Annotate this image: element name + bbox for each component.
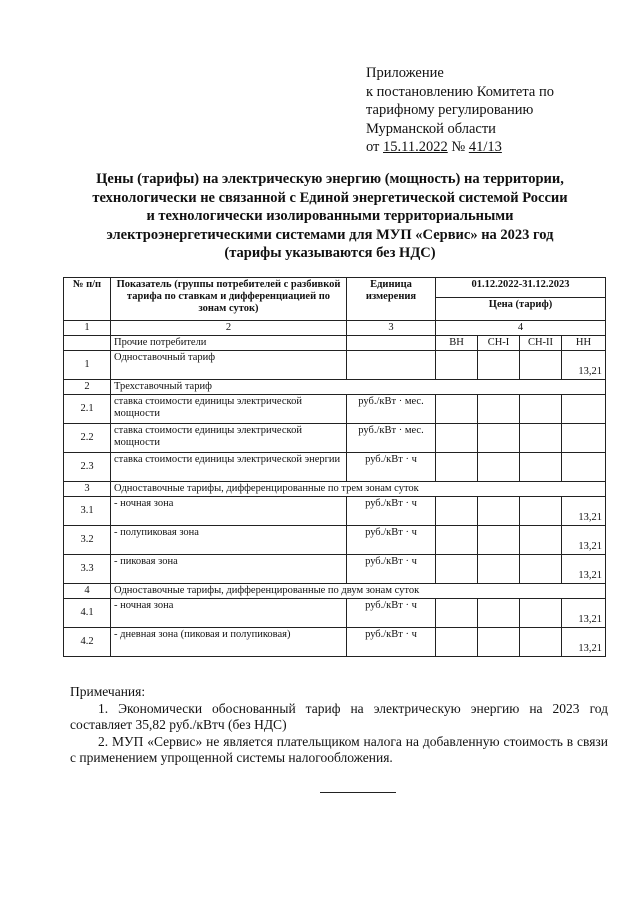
price-nn <box>562 453 606 482</box>
resolution-date: 15.11.2022 <box>383 139 448 155</box>
price-vn <box>436 555 478 584</box>
row-num: 4.1 <box>64 599 111 628</box>
price-sn1 <box>478 453 520 482</box>
resolution-number: 41/13 <box>468 139 502 155</box>
row-name: - ночная зона <box>111 497 347 526</box>
row-name: - дневная зона (пиковая и полупиковая) <box>111 628 347 657</box>
row-num: 2.2 <box>64 424 111 453</box>
table-row <box>64 555 606 584</box>
row-unit <box>347 351 436 380</box>
col-num-cell: 4 <box>436 321 606 336</box>
price-vn <box>436 351 478 380</box>
notes-block <box>70 684 608 767</box>
price-sn1 <box>478 555 520 584</box>
price-vn <box>436 628 478 657</box>
level-nn: НН <box>562 336 606 351</box>
price-nn: 13,21 <box>562 628 606 657</box>
row-num: 3.2 <box>64 526 111 555</box>
row-num: 1 <box>64 351 111 380</box>
price-sn2 <box>520 628 562 657</box>
row-unit: руб./кВт · ч <box>347 599 436 628</box>
number-sign: № <box>447 139 469 155</box>
price-sn2 <box>520 395 562 424</box>
row-name: Одноставочные тарифы, дифференцированные по трем зонам суток <box>111 482 606 497</box>
price-sn2 <box>520 599 562 628</box>
row-num: 2.1 <box>64 395 111 424</box>
price-sn2 <box>520 453 562 482</box>
section-row <box>64 584 606 599</box>
price-sn1 <box>478 395 520 424</box>
row-num: 3 <box>64 482 111 497</box>
row-unit: руб./кВт · ч <box>347 555 436 584</box>
note-item: 1. Экономически обоснованный тариф на электрическую энергию на 2023 год составляет 35,82 руб./кВтч (без НДС) <box>70 700 608 732</box>
appendix-line: к постановлению Комитета по <box>366 83 554 100</box>
row-unit: руб./кВт · мес. <box>347 424 436 453</box>
row-num: 2.3 <box>64 453 111 482</box>
notes-heading: Примечания: <box>70 684 146 699</box>
row-unit: руб./кВт · мес. <box>347 395 436 424</box>
header-row <box>64 278 606 298</box>
header-price: Цена (тариф) <box>436 298 606 321</box>
table-row <box>64 526 606 555</box>
row-name: ставка стоимости единицы электрической энергии <box>111 453 347 482</box>
table-row <box>64 453 606 482</box>
price-nn <box>562 424 606 453</box>
section-row <box>64 380 606 395</box>
row-unit: руб./кВт · ч <box>347 526 436 555</box>
appendix-date-line <box>366 138 626 157</box>
row-name: - ночная зона <box>111 599 347 628</box>
price-vn <box>436 497 478 526</box>
appendix-line: Мурманской области <box>366 120 496 137</box>
date-prefix: от <box>366 139 384 155</box>
header-unit: Единица измерения <box>347 278 436 321</box>
price-vn <box>436 526 478 555</box>
row-unit: руб./кВт · ч <box>347 628 436 657</box>
column-number-row <box>64 321 606 336</box>
row-name: ставка стоимости единицы электрической мощности <box>111 424 347 453</box>
price-nn: 13,21 <box>562 599 606 628</box>
price-nn <box>562 395 606 424</box>
appendix-line: тарифному регулированию <box>366 102 534 118</box>
price-vn <box>436 395 478 424</box>
title-line: Цены (тарифы) на электрическую энергию (мощность) на территории, <box>96 171 564 187</box>
table-row <box>64 351 606 380</box>
col-num-cell: 1 <box>64 321 111 336</box>
table-row <box>64 599 606 628</box>
col-num-cell: 2 <box>111 321 347 336</box>
table-row <box>64 424 606 453</box>
empty-cell <box>347 336 436 351</box>
row-name: Одноставочные тарифы, дифференцированные по двум зонам суток <box>111 584 606 599</box>
price-nn: 13,21 <box>562 351 606 380</box>
price-sn2 <box>520 424 562 453</box>
price-nn: 13,21 <box>562 497 606 526</box>
price-sn2 <box>520 526 562 555</box>
row-num: 4.2 <box>64 628 111 657</box>
group-row <box>64 336 606 351</box>
price-sn1 <box>478 628 520 657</box>
price-nn: 13,21 <box>562 526 606 555</box>
section-row <box>64 482 606 497</box>
row-name: Трехставочный тариф <box>111 380 606 395</box>
price-sn2 <box>520 351 562 380</box>
title-line: электроэнергетическими системами для МУП «Сервис» на 2023 год <box>106 226 554 243</box>
row-name: ставка стоимости единицы электрической мощности <box>111 395 347 424</box>
note-item: 2. МУП «Сервис» не является плательщиком налога на добавленную стоимость в связи с применением упрощенной системы налогообложения. <box>70 733 608 765</box>
row-name: Одноставочный тариф <box>111 351 347 380</box>
price-vn <box>436 453 478 482</box>
price-sn1 <box>478 497 520 526</box>
tariff-table <box>63 277 606 657</box>
group-label: Прочие потребители <box>111 336 347 351</box>
table-row <box>64 628 606 657</box>
level-vn: ВН <box>436 336 478 351</box>
price-nn: 13,21 <box>562 555 606 584</box>
appendix-line: Приложение <box>366 65 444 81</box>
table-row <box>64 395 606 424</box>
empty-cell <box>64 336 111 351</box>
row-num: 3.1 <box>64 497 111 526</box>
price-sn2 <box>520 555 562 584</box>
title-line: (тарифы указываются без НДС) <box>224 245 436 261</box>
document-title <box>40 170 620 263</box>
row-unit: руб./кВт · ч <box>347 497 436 526</box>
header-period: 01.12.2022-31.12.2023 <box>436 278 606 298</box>
price-sn1 <box>478 351 520 380</box>
row-num: 3.3 <box>64 555 111 584</box>
col-num-cell: 3 <box>347 321 436 336</box>
appendix-block <box>366 64 626 157</box>
row-num: 2 <box>64 380 111 395</box>
price-sn1 <box>478 526 520 555</box>
row-num: 4 <box>64 584 111 599</box>
row-name: - пиковая зона <box>111 555 347 584</box>
header-num: № п/п <box>64 278 111 321</box>
price-vn <box>436 424 478 453</box>
header-indicator: Показатель (группы потребителей с разбивкой тарифа по ставкам и дифференциацией по зонам суток) <box>111 278 347 321</box>
price-sn1 <box>478 599 520 628</box>
price-sn1 <box>478 424 520 453</box>
level-sn2: СН-II <box>520 336 562 351</box>
price-sn2 <box>520 497 562 526</box>
row-name: - полупиковая зона <box>111 526 347 555</box>
separator-line <box>320 792 396 793</box>
level-sn1: СН-I <box>478 336 520 351</box>
row-unit: руб./кВт · ч <box>347 453 436 482</box>
table-row <box>64 497 606 526</box>
title-line: и технологически изолированными территориальными <box>146 208 514 224</box>
price-vn <box>436 599 478 628</box>
title-line: технологически не связанной с Единой энергетической системой России <box>92 189 568 206</box>
